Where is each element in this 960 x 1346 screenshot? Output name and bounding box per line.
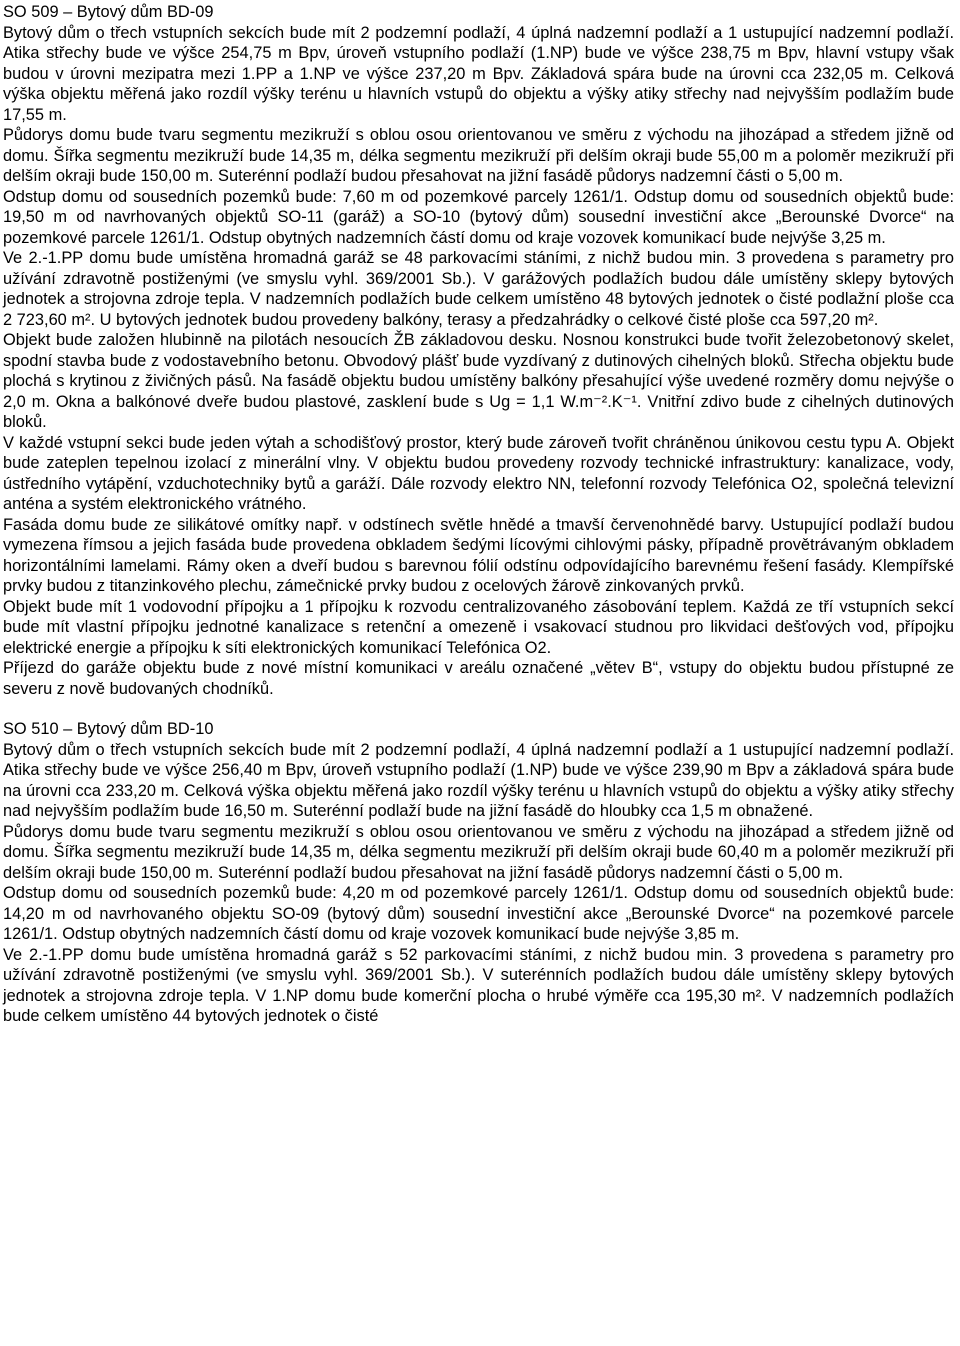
paragraph: Objekt bude mít 1 vodovodní přípojku a 1 přípojku k rozvodu centralizovaného zásobování teplem. Každá ze tří vstupních sekcí bude mít vlastní přípojku jednotné kanalizace s retenční a omezeně i vsakovací studnou pro likvidaci dešťových vod, přípojku elektrické energie a přípojku k síti elektronických komunikací Telefónica O2. [3,597,954,657]
paragraph: V každé vstupní sekci bude jeden výtah a schodišťový prostor, který bude zároveň tvořit chráněnou únikovou cestu typu A. Objekt bude zateplen tepelnou izolací z minerální vlny. V objektu budou provedeny rozvody technické infrastruktury: kanalizace, vody, ústředního vytápění, vzduchotechniky bytů a garáží. Dále rozvody elektro NN, telefonní rozvody Telefónica O2, společná televizní anténa a systém elektronického vrátného. [3,433,954,513]
paragraph: Odstup domu od sousedních pozemků bude: 4,20 m od pozemkové parcely 1261/1. Odstup domu od sousedních objektů bude: 14,20 m od navrhovaného objektu SO-09 (bytový dům) sousední investiční akce „Berounské Dvorce“ na pozemkové parcele 1261/1. Odstup obytných nadzemních částí domu od kraje vozovek komunikací bude nejvýše 3,85 m. [3,884,954,943]
section-heading: SO 510 – Bytový dům BD-10 [3,720,214,738]
section-so-510 [3,719,954,1027]
paragraph: Půdorys domu bude tvaru segmentu mezikruží s oblou osou orientovanou ve směru z východu na jihozápad a středem jižně od domu. Šířka segmentu mezikruží bude 14,35 m, délka segmentu mezikruží při delším okraji bude 55,00 m a poloměr mezikruží při delším okraji bude 150,00 m. Suterénní podlaží budou přesahovat na jižní fasádě půdorys nadzemní části o 5,00 m. [3,126,954,185]
paragraph: Bytový dům o třech vstupních sekcích bude mít 2 podzemní podlaží, 4 úplná nadzemní podlaží a 1 ustupující nadzemní podlaží. Atika střechy bude ve výšce 256,40 m Bpv, úroveň vstupního podlaží (1.NP) bude ve výšce 239,90 m Bpv a základová spára bude na úrovni cca 233,20 m. Celková výška objektu měřená jako rozdíl výšky terénu u hlavních vstupů do objektu a výšky atiky střechy nad nejvyšším podlažím bude 16,50 m. Suterénní podlaží bude na jižní fasádě do hloubky cca 1,5 m obnažené. [3,740,954,820]
paragraph: Fasáda domu bude ze silikátové omítky např. v odstínech světle hnědé a tmavší červenohnědé barvy. Ustupující podlaží budou vymezena římsou a jejich fasáda bude provedena obkladem šedými lícovými cihlovými pásky, případně provětrávaným obkladem horizontálními lamelami. Rámy oken a dveří budou s barevnou fólií odstínu odpovídajícího barevnému řešení fasády. Klempířské prvky budou z titanzinkového plechu, zámečnické prvky budou z ocelových žárově zinkovaných prvků. [3,515,954,595]
paragraph: Příjezd do garáže objektu bude z nové místní komunikaci v areálu označené „větev B“, vstupy do objektu budou přístupné ze severu z nově budovaných chodníků. [3,659,954,698]
section-so-509 [3,2,954,699]
paragraph: Ve 2.-1.PP domu bude umístěna hromadná garáž s 52 parkovacími stáními, z nichž budou min. 3 provedena s parametry pro užívání zdravotně postiženými (ve smyslu vyhl. 369/2001 Sb.). V suterénních podlažích budou dále umístěny sklepy bytových jednotek a strojovna zdroje tepla. V 1.NP domu bude komerční plocha o hrubé výměře cca 195,30 m². V nadzemních podlažích bude celkem umístěno 44 bytových jednotek o čisté [3,945,954,1025]
paragraph: Bytový dům o třech vstupních sekcích bude mít 2 podzemní podlaží, 4 úplná nadzemní podlaží a 1 ustupující nadzemní podlaží. Atika střechy bude ve výšce 254,75 m Bpv, úroveň vstupního podlaží (1.NP) bude ve výšce 238,75 m Bpv, hlavní vstupy však budou v úrovni mezipatra mezi 1.PP a 1.NP ve výšce 237,20 m Bpv. Základová spára bude na úrovni cca 232,05 m. Celková výška objektu měřená jako rozdíl výšky terénu u hlavních vstupů do objektu a výšky atiky střechy nad nejvyšším podlažím bude 17,55 m. [3,23,954,124]
paragraph: Odstup domu od sousedních pozemků bude: 7,60 m od pozemkové parcely 1261/1. Odstup domu od sousedních objektů bude: 19,50 m od navrhovaných objektů SO-11 (garáž) a SO-10 (bytový dům) sousední investiční akce „Berounské Dvorce“ na pozemkové parcele 1261/1. Odstup obytných nadzemních částí domu od kraje vozovek komunikací bude nejvýše 3,25 m. [3,187,954,247]
paragraph: Půdorys domu bude tvaru segmentu mezikruží s oblou osou orientovanou ve směru z východu na jihozápad a středem jižně od domu. Šířka segmentu mezikruží bude 14,35 m, délka segmentu mezikruží při delším okraji bude 60,40 m a poloměr mezikruží při delším okraji bude 150,00 m. Suterénní podlaží budou přesahovat na jižní fasádě půdorys nadzemní části o 5,00 m. [3,822,954,882]
section-spacer [3,699,954,719]
paragraph: Ve 2.-1.PP domu bude umístěna hromadná garáž se 48 parkovacími stáními, z nichž budou min. 3 provedena s parametry pro užívání zdravotně postiženými (ve smyslu vyhl. 369/2001 Sb.). V garážových podlažích budou dále umístěny sklepy bytových jednotek a strojovna zdroje tepla. V nadzemních podlažích bude celkem umístěno 48 bytových jednotek o čisté podlažní ploše cca 2 723,60 m². U bytových jednotek budou provedeny balkóny, terasy a předzahrádky o celkové čisté ploše cca 597,20 m². [3,249,954,329]
paragraph: Objekt bude založen hlubinně na pilotách nesoucích ŽB základovou desku. Nosnou konstrukci bude tvořit železobetonový skelet, spodní stavba bude z vodostavebního betonu. Obvodový plášť bude vyzdívaný z dutinových cihelných bloků. Střecha objektu bude plochá s krytinou z živičných pásů. Na fasádě objektu budou umístěny balkóny přesahující výše uvedené rozměry domu nejvýše o 2,0 m. Okna a balkónové dveře budou plastové, zasklení bude s Ug = 1,1 W.m⁻².K⁻¹. Vnitřní zdivo bude z cihelných dutinových bloků. [3,331,954,431]
section-heading: SO 509 – Bytový dům BD-09 [3,3,214,21]
